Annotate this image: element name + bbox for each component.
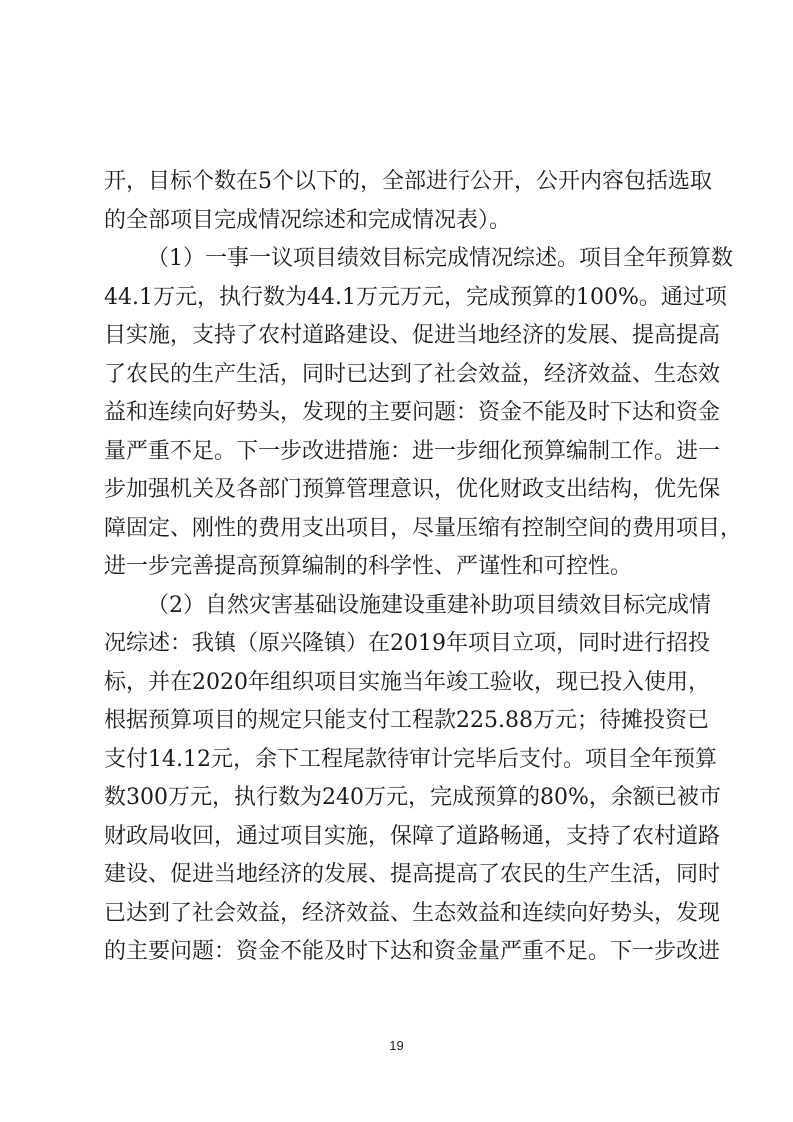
body-text-line: 44.1万元，执行数为44.1万元万元，完成预算的100%。通过项 <box>104 285 727 310</box>
body-text-line: 建设、促进当地经济的发展、提高提高了农民的生产生活，同时 <box>104 862 721 887</box>
body-text-line: 财政局收回，通过项目实施，保障了道路畅通，支持了农村道路 <box>104 824 721 849</box>
body-text-line: 益和连续向好势头，发现的主要问题：资金不能及时下达和资金 <box>104 400 721 425</box>
page-number: 19 <box>389 1038 404 1053</box>
body-text-line: 的主要问题：资金不能及时下达和资金量严重不足。下一步改进 <box>104 939 721 964</box>
body-text-line: 进一步完善提高预算编制的科学性、严谨性和可控性。 <box>104 554 633 579</box>
body-text-line: 支付14.12元，余下工程尾款待审计完毕后支付。项目全年预算 <box>104 747 717 772</box>
body-text-line: 目实施，支持了农村道路建设、促进当地经济的发展、提高提高 <box>104 323 721 348</box>
body-text-line: 障固定、刚性的费用支出项目，尽量压缩有控制空间的费用项目， <box>104 516 743 541</box>
body-text-line: 量严重不足。下一步改进措施：进一步细化预算编制工作。进一 <box>104 439 721 464</box>
body-text-line: 标，并在2020年组织项目实施当年竣工验收，现已投入使用， <box>104 670 710 695</box>
paragraph-1-first-line: （1）一事一议项目绩效目标完成情况综述。项目全年预算数 <box>147 246 733 271</box>
body-text-line: 步加强机关及各部门预算管理意识，优化财政支出结构，优先保 <box>104 477 721 502</box>
body-text-line: 况综述：我镇（原兴隆镇）在2019年项目立项，同时进行招投 <box>104 631 710 656</box>
body-text-line: 根据预算项目的规定只能支付工程款225.88万元；待摊投资已 <box>104 708 709 733</box>
body-text-line: 已达到了社会效益，经济效益、生态效益和连续向好势头，发现 <box>104 901 721 926</box>
body-text-line: 数300万元，执行数为240万元，完成预算的80%，余额已被市 <box>104 785 721 810</box>
body-text-line: 开，目标个数在5个以下的，全部进行公开，公开内容包括选取 <box>104 169 712 194</box>
body-text-line: 的全部项目完成情况综述和完成情况表）。 <box>104 208 512 233</box>
paragraph-2-first-line: （2）自然灾害基础设施建设重建补助项目绩效目标完成情 <box>147 593 711 618</box>
body-text-line: 了农民的生产生活，同时已达到了社会效益，经济效益、生态效 <box>104 362 721 387</box>
